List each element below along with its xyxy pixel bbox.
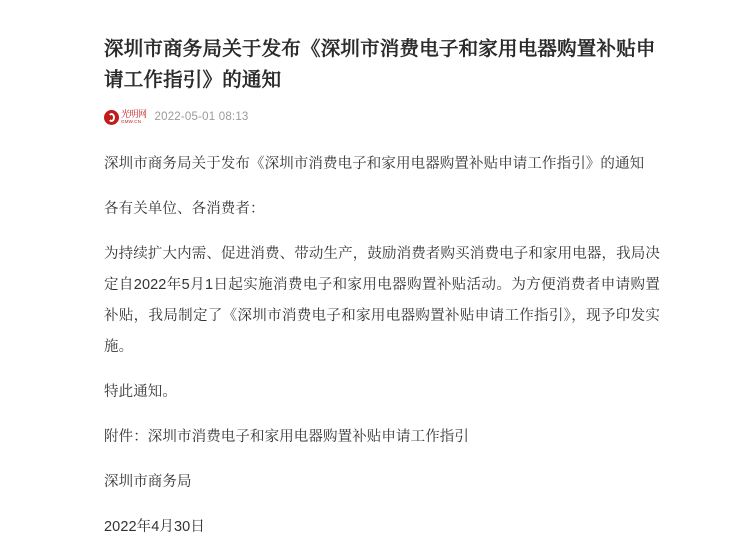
source-logo-text xyxy=(121,110,147,125)
paragraph-date: 2022年4月30日 xyxy=(104,519,205,535)
gmw-logo-icon xyxy=(104,110,119,125)
article-body xyxy=(104,149,660,543)
paragraph-notice: 特此通知。 xyxy=(104,384,177,400)
article-meta xyxy=(104,107,660,127)
source-logo-cn: 光明网 xyxy=(121,108,147,119)
source-logo-en: GMW.CN xyxy=(121,118,142,124)
publish-timestamp: 2022-05-01 08:13 xyxy=(154,111,249,123)
paragraph-heading: 深圳市商务局关于发布《深圳市消费电子和家用电器购置补贴申请工作指引》的通知 xyxy=(104,156,645,172)
paragraph-salutation: 各有关单位、各消费者： xyxy=(104,201,265,217)
page-title: 深圳市商务局关于发布《深圳市消费电子和家用电器购置补贴申请工作指引》的通知 xyxy=(104,38,656,91)
paragraph-issuer: 深圳市商务局 xyxy=(104,474,192,490)
article-container xyxy=(104,34,660,557)
paragraph-attachment: 附件：深圳市消费电子和家用电器购置补贴申请工作指引 xyxy=(104,429,469,445)
source-logo[interactable] xyxy=(104,109,147,126)
paragraph-main: 为持续扩大内需、促进消费、带动生产，鼓励消费者购买消费电子和家用电器，我局决定自2022年5月1日起实施消费电子和家用电器购置补贴活动。为方便消费者申请购置补贴，我局制定了《深圳市消费电子和家用电器购置补贴申请工作指引》，现予印发实施。 xyxy=(104,246,660,355)
